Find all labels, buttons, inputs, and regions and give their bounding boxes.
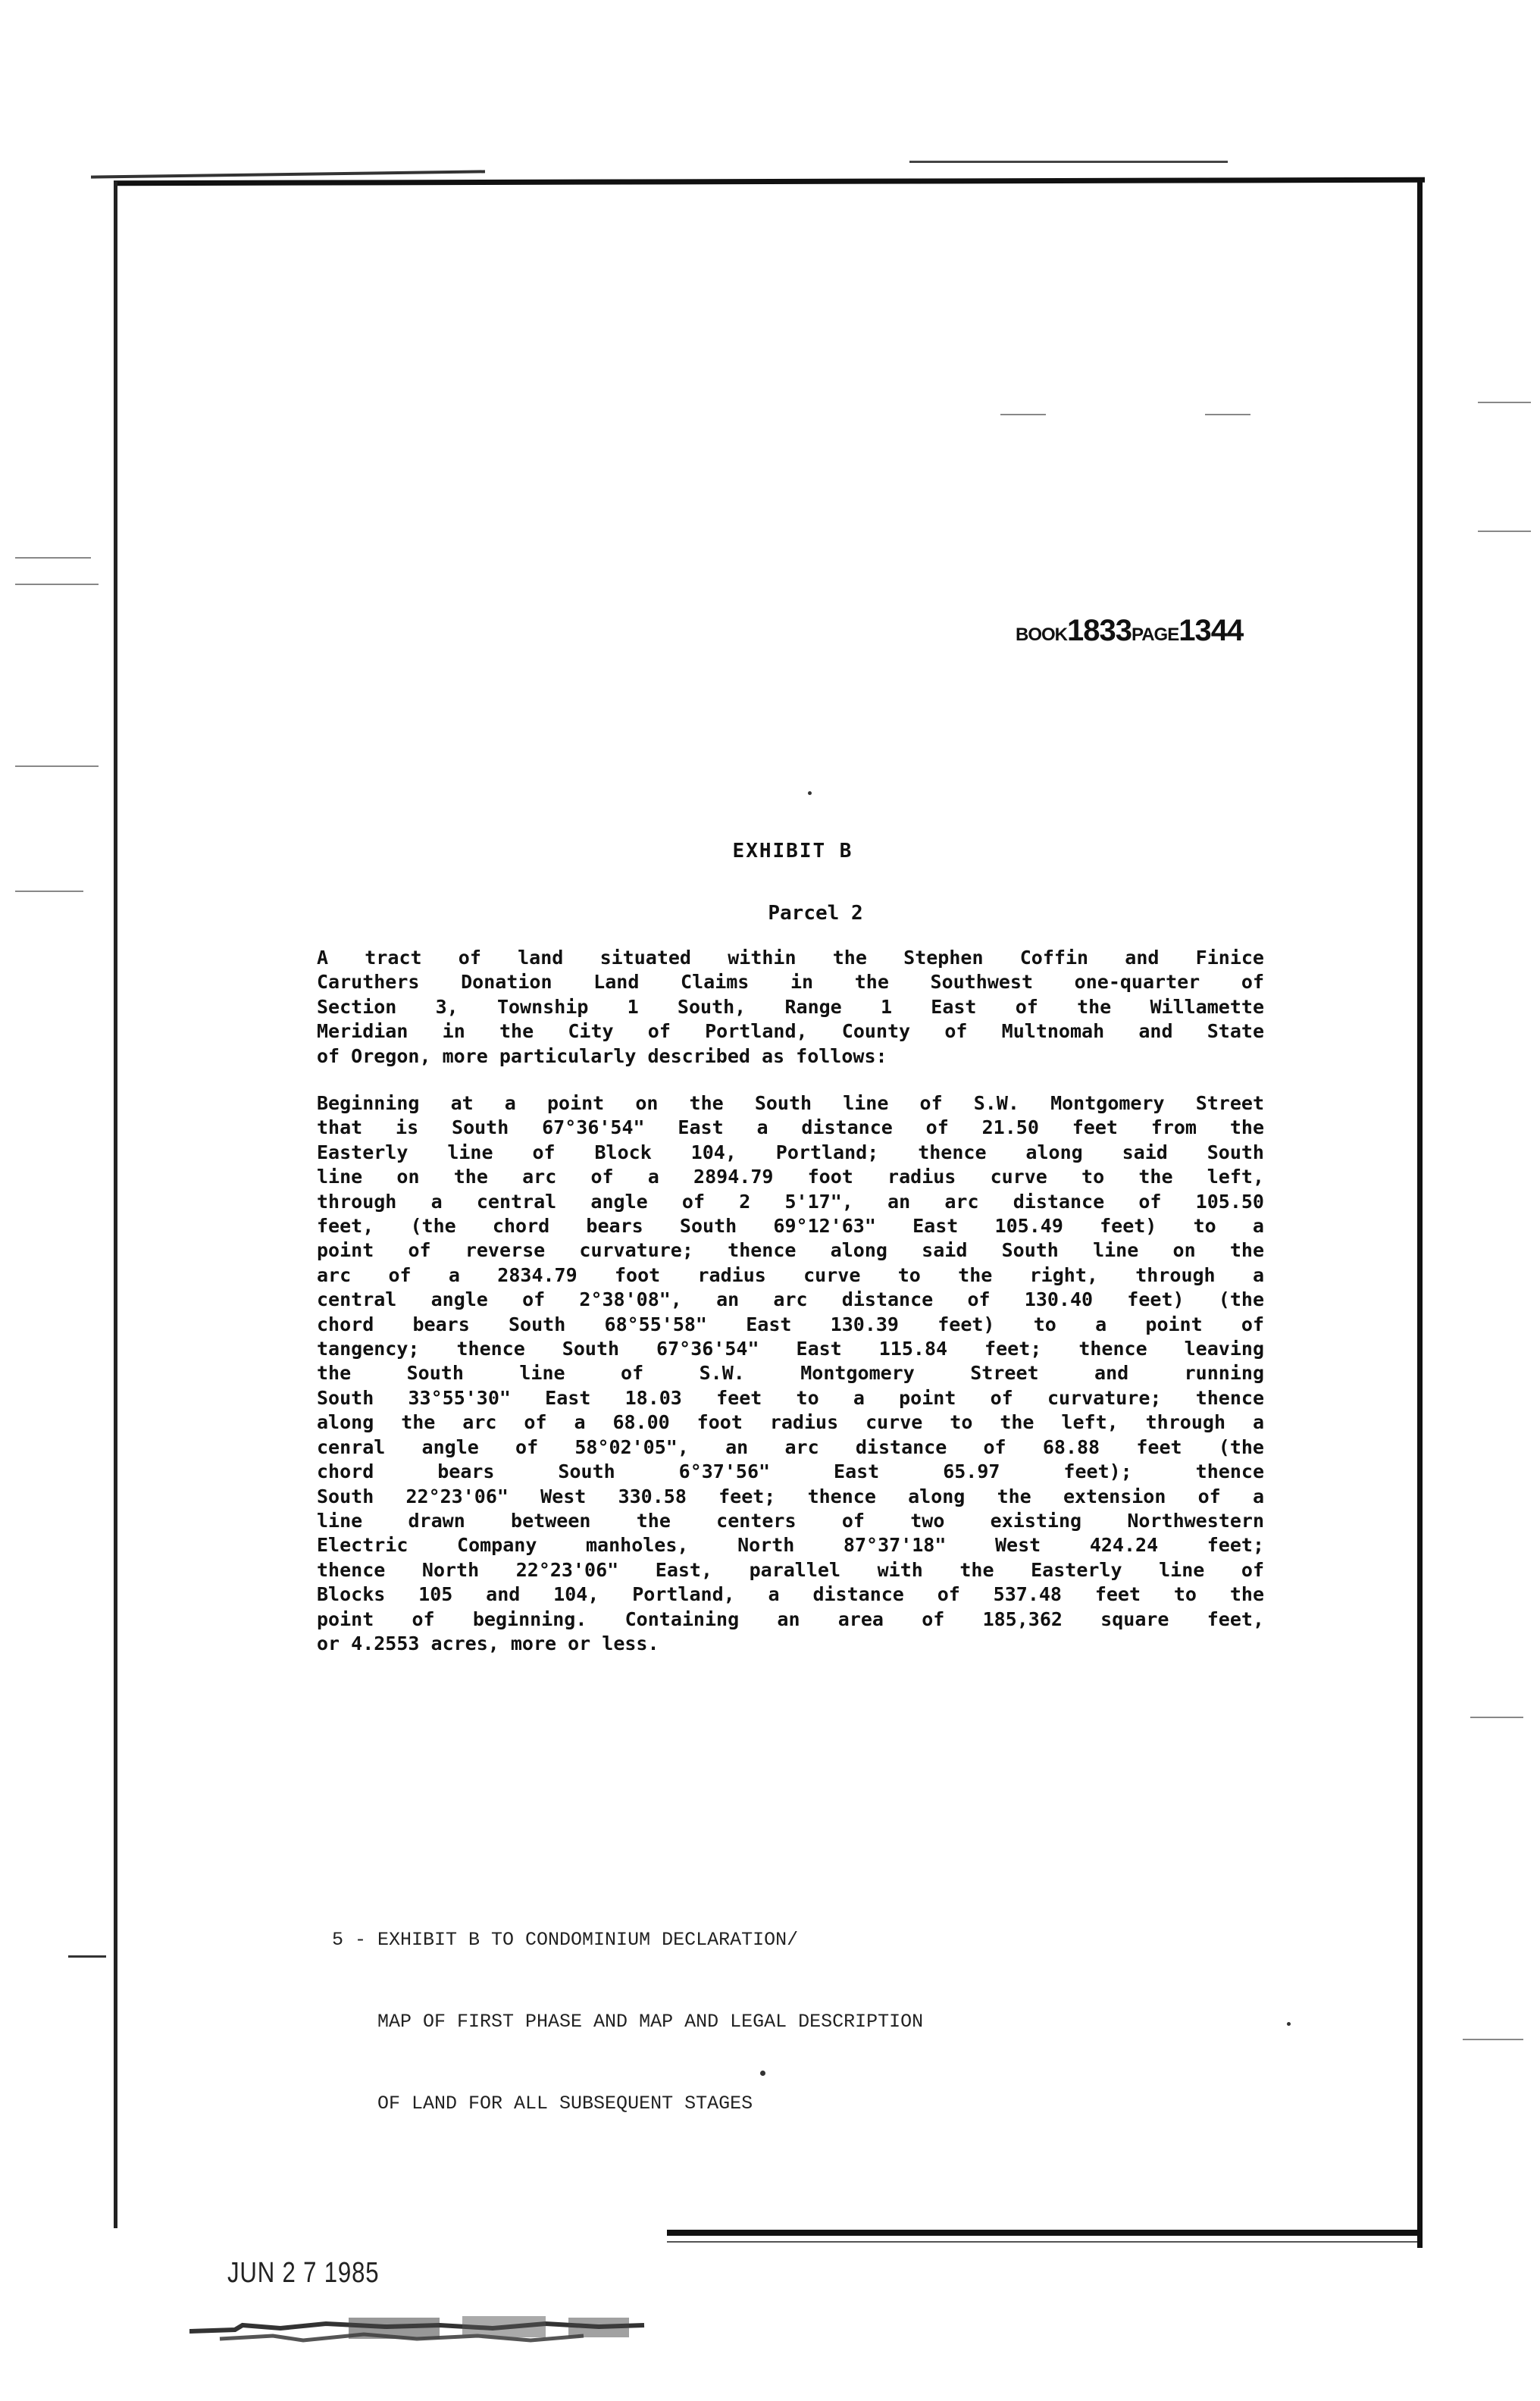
book-page-reference bbox=[1016, 614, 1243, 648]
text-line: that is South 67°36'54" East a distance of 21.50 feet from the bbox=[317, 1116, 1264, 1139]
text-line: Blocks 105 and 104, Portland, a distance of 537.48 feet to the bbox=[317, 1583, 1264, 1606]
scan-frame-top bbox=[114, 177, 1425, 186]
text-line: tangency; thence South 67°36'54" East 115.84 feet; thence leaving bbox=[317, 1338, 1264, 1360]
text-line: Easterly line of Block 104, Portland; thence along said South bbox=[317, 1141, 1264, 1163]
text-line: point of beginning. Containing an area of 185,362 square feet, bbox=[317, 1607, 1264, 1630]
text-line: or 4.2553 acres, more or less. bbox=[317, 1632, 659, 1654]
scan-frame-right bbox=[1417, 179, 1423, 2248]
text-line: line on the arc of a 2894.79 foot radius curve to the left, bbox=[317, 1166, 1264, 1188]
text-line: Meridian in the City of Portland, County of Multnomah and State bbox=[317, 1020, 1264, 1043]
exhibit-footer-note bbox=[332, 1872, 923, 2145]
footer-line: OF LAND FOR ALL SUBSEQUENT STAGES bbox=[332, 2093, 753, 2115]
parcel-title: Parcel 2 bbox=[768, 902, 863, 925]
footer-line: MAP OF FIRST PHASE AND MAP AND LEGAL DESCRIPTION bbox=[332, 2011, 924, 2033]
scan-frame-bottom bbox=[667, 2230, 1417, 2236]
scan-noise-top-left bbox=[91, 170, 485, 178]
text-line: chord bears South 68°55'58" East 130.39 feet) to a point of bbox=[317, 1313, 1264, 1335]
book-label: BOOK bbox=[1016, 625, 1067, 645]
text-line: of Oregon, more particularly described as follows: bbox=[317, 1044, 887, 1067]
scan-dash bbox=[1000, 414, 1046, 415]
scan-edge-mark bbox=[15, 891, 83, 892]
recorder-stamp-graphic bbox=[189, 2302, 659, 2348]
text-line: feet, (the chord bears South 69°12'63" East 105.49 feet) to a bbox=[317, 1215, 1264, 1238]
text-line: South 22°23'06" West 330.58 feet; thence along the extension of a bbox=[317, 1485, 1264, 1507]
text-line: Caruthers Donation Land Claims in the Southwest one-quarter of bbox=[317, 971, 1264, 994]
text-line: thence North 22°23'06" East, parallel with the Easterly line of bbox=[317, 1558, 1264, 1581]
scan-edge-mark bbox=[1470, 1717, 1523, 1718]
legal-description-paragraph bbox=[317, 1091, 1264, 1656]
text-line: Electric Company manholes, North 87°37'18" West 424.24 feet; bbox=[317, 1534, 1264, 1557]
text-line: along the arc of a 68.00 foot radius curve to the left, through a bbox=[317, 1411, 1264, 1434]
scan-edge-mark bbox=[1478, 402, 1531, 403]
text-line: the South line of S.W. Montgomery Street and running bbox=[317, 1362, 1264, 1385]
footer-line: 5 - EXHIBIT B TO CONDOMINIUM DECLARATION/ bbox=[332, 1929, 799, 1951]
text-line: central angle of 2°38'08", an arc distance of 130.40 feet) (the bbox=[317, 1288, 1264, 1311]
scan-edge-mark bbox=[15, 765, 99, 767]
scan-edge-mark bbox=[15, 557, 91, 559]
exhibit-title: EXHIBIT B bbox=[732, 840, 853, 862]
scan-frame-left bbox=[114, 182, 117, 2228]
scan-speck bbox=[1287, 2022, 1291, 2026]
scan-edge-mark bbox=[68, 1955, 106, 1958]
scan-dash bbox=[1205, 414, 1250, 415]
scan-edge-mark bbox=[1463, 2039, 1523, 2040]
scan-noise-top-right bbox=[909, 161, 1228, 163]
text-line: Section 3, Township 1 South, Range 1 East of the Willamette bbox=[317, 995, 1264, 1018]
page-number: 1344 bbox=[1178, 614, 1244, 647]
parcel-intro-paragraph bbox=[317, 946, 1264, 1069]
text-line: point of reverse curvature; thence along said South line on the bbox=[317, 1239, 1264, 1262]
text-line: chord bears South 6°37'56" East 65.97 feet); thence bbox=[317, 1460, 1264, 1483]
text-line: line drawn between the centers of two existing Northwestern bbox=[317, 1509, 1264, 1532]
scan-edge-mark bbox=[15, 584, 99, 585]
text-line: cenral angle of 58°02'05", an arc distance of 68.88 feet (the bbox=[317, 1435, 1264, 1458]
recording-date-stamp: JUN 2 7 1985 bbox=[227, 2257, 380, 2289]
text-line: South 33°55'30" East 18.03 feet to a point of curvature; thence bbox=[317, 1386, 1264, 1409]
book-number: 1833 bbox=[1067, 614, 1132, 647]
text-line: A tract of land situated within the Stephen Coffin and Finice bbox=[317, 947, 1264, 969]
text-line: through a central angle of 2 5'17", an arc distance of 105.50 bbox=[317, 1190, 1264, 1213]
scan-speck bbox=[808, 791, 812, 795]
text-line: arc of a 2834.79 foot radius curve to the right, through a bbox=[317, 1263, 1264, 1286]
text-line: Beginning at a point on the South line of S.W. Montgomery Street bbox=[317, 1092, 1264, 1114]
scan-edge-mark bbox=[1478, 531, 1531, 532]
scan-frame-bottom-thin bbox=[667, 2241, 1417, 2243]
page-label: PAGE bbox=[1131, 625, 1179, 645]
